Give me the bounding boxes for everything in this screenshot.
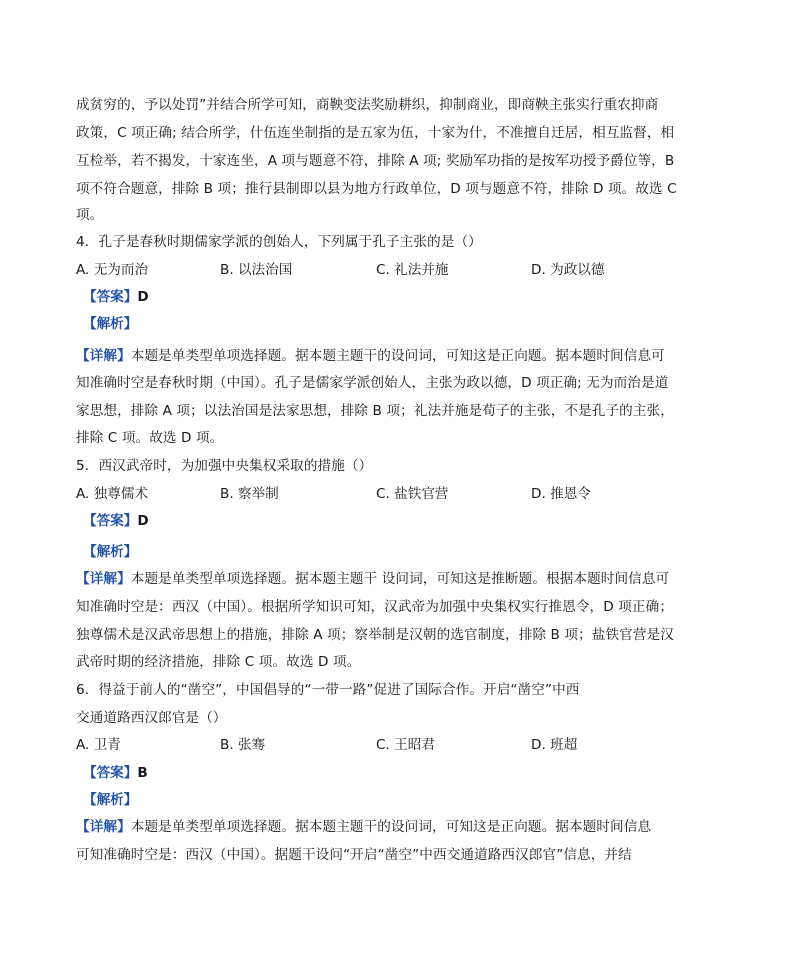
q4-detail-line: 排除 C 项。故选 D 项。 — [76, 430, 224, 446]
q6-detail-line: 可知准确时空是：西汉（中国）。据题干设问“开启“凿空”中西交通道路西汉郎官”信息，并结 — [76, 847, 632, 863]
q5-option-a: A. 独尊儒术 — [76, 486, 149, 502]
q6-option-c: C. 王昭君 — [376, 737, 435, 753]
q4-option-d: D. 为政以德 — [531, 262, 605, 278]
q5-option-b: B. 察举制 — [220, 486, 279, 502]
q4-analysis-tag: 【解析】 — [83, 316, 138, 332]
q4-detail-line: 知准确时空是春秋时期（中国）。孔子是儒家学派创始人，主张为政以德，D 项正确; 无为而治是道 — [76, 375, 669, 391]
text-line: 项。 — [76, 207, 104, 223]
question-6-stem: 6．得益于前人的“凿空”，中国倡导的“一带一路”促进了国际合作。开启“凿空”中西 — [76, 682, 580, 698]
q5-analysis-tag: 【解析】 — [83, 544, 138, 560]
q4-option-b: B. 以法治国 — [220, 262, 293, 278]
answer-value: D — [137, 513, 149, 529]
detail-text: 本题是单类型单项选择题。据本题主题干的设问词，可知这是正向题。据本题时间信息 — [130, 819, 652, 835]
q5-detail-line: 独尊儒术是汉武帝思想上的措施，排除 A 项；察举制是汉朝的选官制度，排除 B 项；盐铁官营是汉 — [76, 627, 674, 643]
q5-option-c: C. 盐铁官营 — [376, 486, 449, 502]
answer-value: D — [137, 289, 149, 305]
text-line: 政策，C 项正确; 结合所学，什伍连坐制指的是五家为伍，十家为什，不准擅自迁居，相互监督，相 — [76, 125, 675, 141]
q4-detail-line: 家思想，排除 A 项；以法治国是法家思想，排除 B 项；礼法并施是荀子的主张，不是孔子的主张， — [76, 403, 674, 419]
question-4-stem: 4．孔子是春秋时期儒家学派的创始人，下列属于孔子主张的是（） — [76, 234, 482, 250]
text-line: 互检举，若不揭发，十家连坐，A 项与题意不符，排除 A 项; 奖励军功指的是按军功授予爵位等，B — [76, 153, 675, 169]
q5-option-d: D. 推恩令 — [531, 486, 591, 502]
detail-tag: 【详解】 — [76, 571, 131, 587]
q6-detail-line — [76, 818, 651, 836]
q5-detail-line: 武帝时期的经济措施，排除 C 项。故选 D 项。 — [76, 654, 361, 670]
q5-detail-line — [76, 570, 669, 588]
q6-option-a: A. 卫青 — [76, 737, 121, 753]
q4-option-c: C. 礼法并施 — [376, 262, 449, 278]
answer-tag: 【答案】 — [83, 289, 138, 305]
q6-analysis-tag: 【解析】 — [83, 792, 138, 808]
q5-answer — [83, 512, 149, 530]
q4-detail-line — [76, 347, 665, 365]
text-line: 成贫穷的，予以处罚”并结合所学可知，商鞅变法奖励耕织，抑制商业，即商鞅主张实行重农抑商 — [76, 97, 659, 113]
detail-text: 本题是单类型单项选择题。据本题主题干 设问词，可知这是推断题。根据本题时间信息可 — [130, 571, 670, 587]
answer-tag: 【答案】 — [83, 765, 138, 781]
detail-tag: 【详解】 — [76, 819, 131, 835]
q4-answer — [83, 288, 149, 306]
q6-option-d: D. 班超 — [531, 737, 578, 753]
answer-tag: 【答案】 — [83, 513, 138, 529]
q6-answer — [83, 764, 148, 782]
question-5-stem: 5．西汉武帝时，为加强中央集权采取的措施（） — [76, 458, 373, 474]
q6-option-b: B. 张骞 — [220, 737, 266, 753]
detail-text: 本题是单类型单项选择题。据本题主题干的设问词，可知这是正向题。据本题时间信息可 — [130, 348, 665, 364]
question-6-stem: 交通道路西汉郎官是（） — [76, 710, 227, 726]
detail-tag: 【详解】 — [76, 348, 131, 364]
answer-value: B — [137, 765, 148, 781]
text-line: 项不符合题意，排除 B 项；推行县制即以县为地方行政单位，D 项与题意不符，排除 D 项。故选 C — [76, 181, 677, 197]
q5-detail-line: 知准确时空是：西汉（中国）。根据所学知识可知，汉武帝为加强中央集权实行推恩令，D 项正确； — [76, 599, 674, 615]
q4-option-a: A. 无为而治 — [76, 262, 149, 278]
